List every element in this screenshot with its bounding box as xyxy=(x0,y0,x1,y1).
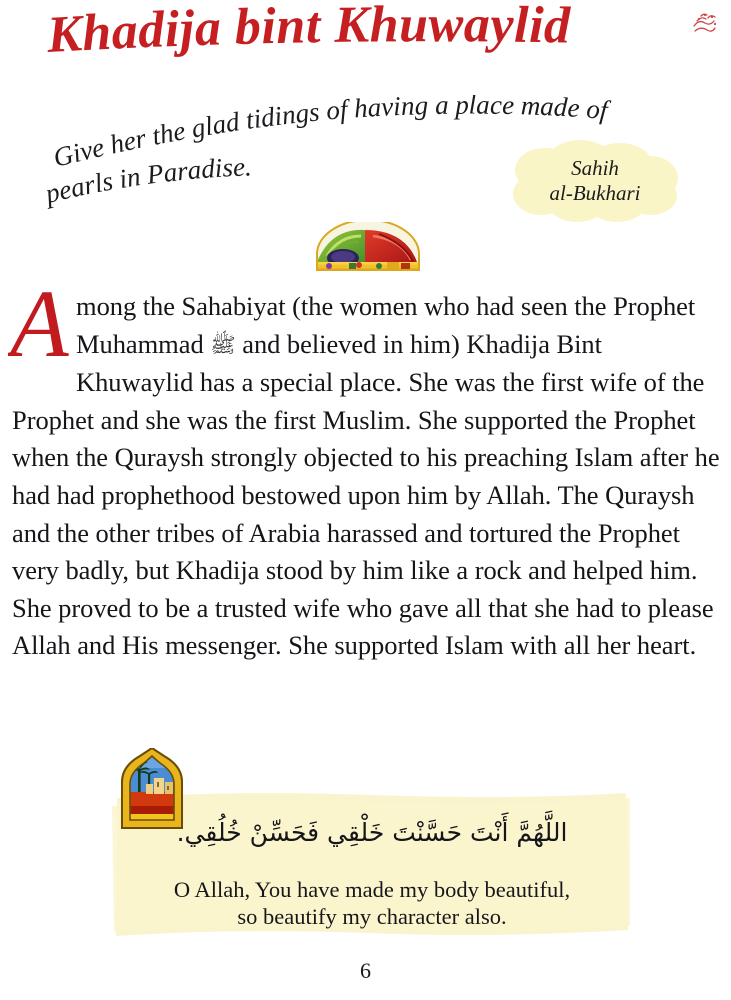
body-paragraph-part-1: mong the Sahabiyat (the women who had seen the Prophet Muhammad xyxy=(76,291,696,359)
hadith-source-line-2: al-Bukhari xyxy=(549,181,641,205)
svg-text:Khadija bint Khuwaylid xyxy=(45,0,572,64)
dua-translation-line-1: O Allah, You have made my body beautiful, xyxy=(173,877,571,902)
page-number: 6 xyxy=(360,958,371,983)
hadith-quote-line-1: Give her the glad tidings of having a place made of xyxy=(50,95,609,173)
salawat-glyph-icon: ﷺ xyxy=(210,332,236,357)
dua-box xyxy=(112,788,632,940)
drop-cap-letter: A xyxy=(10,282,69,374)
radiyallahu-anha-symbol-icon xyxy=(694,14,716,31)
drop-cap xyxy=(10,282,78,374)
dua-translation-line-2: so beautify my character also. xyxy=(237,904,507,929)
body-text-block xyxy=(10,282,724,665)
body-paragraph xyxy=(12,288,724,665)
hadith-source-line-1: Sahih xyxy=(571,156,619,181)
body-paragraph-part-2: and believed in him) Khadija Bint Khuwaylid has a special place. She was the first wife of the Prophet and she was the first Muslim. She supported the Prophet when the Quraysh strongly objected to his preaching Islam after he had had prophethood bestowed upon him by Allah. The Quraysh and the other tribes of Arabia harassed and tortured the Prophet very badly, but Khadija stood by him like a rock and helped him. She proved to be a trusted wife who gave all that she had to please Allah and His messenger. She supported Islam with all her heart. xyxy=(12,328,720,661)
page-title xyxy=(0,0,731,70)
page-title-text: Khadija bint Khuwaylid xyxy=(45,0,572,64)
dua-translation xyxy=(112,876,632,930)
hadith-source-text xyxy=(505,140,685,222)
dua-arabic-text: اللَّهُمَّ أَنْتَ حَسَّنْتَ خَلْقِي فَحَسِّنْ خُلُقِي. xyxy=(176,818,568,847)
hadith-quote-line-2: pearls in Paradise. xyxy=(42,151,253,209)
hadith-source-cloud xyxy=(505,140,685,222)
dome-divider-ornament xyxy=(313,222,423,274)
